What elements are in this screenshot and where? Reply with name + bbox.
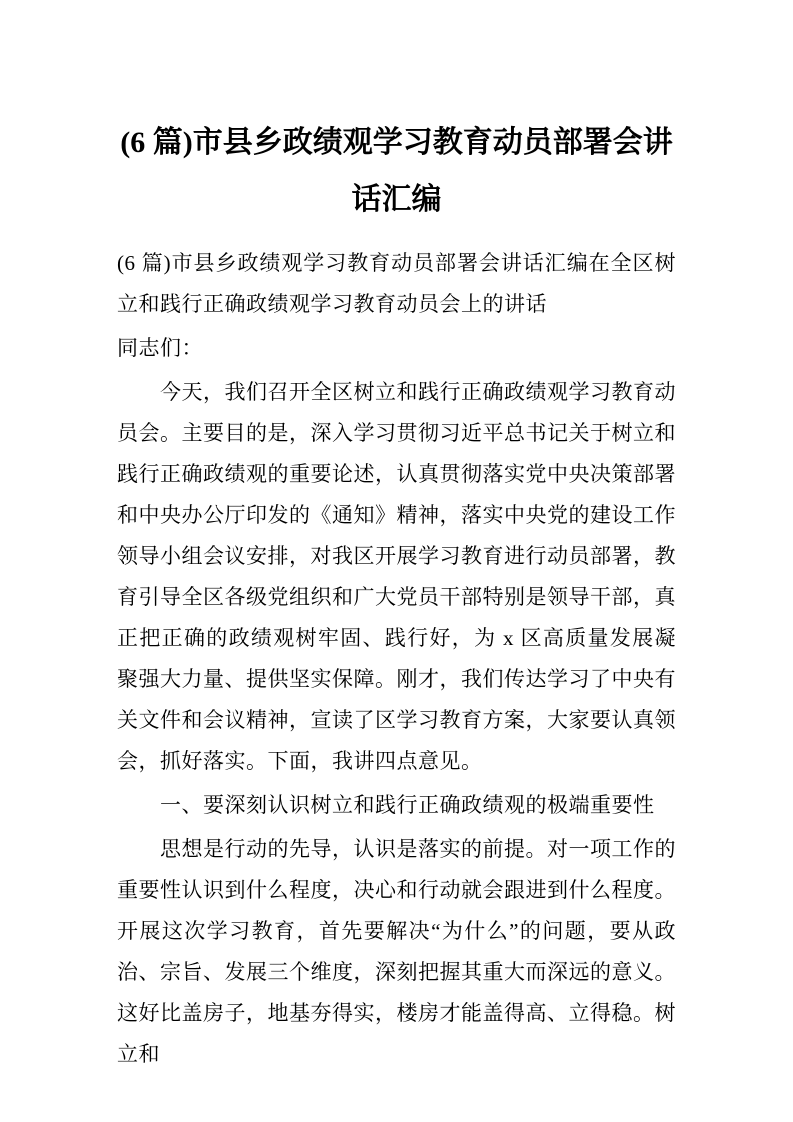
- document-title: (6 篇)市县乡政绩观学习教育动员部署会讲话汇编: [120, 126, 673, 216]
- salutation-paragraph: 同志们：: [117, 336, 203, 360]
- body-paragraph-2: 思想是行动的先导，认识是落实的前提。对一项工作的重要性认识到什么程度，决心和行动就会跟进到什么程度。开展这次学习教育，首先要解决“为什么”的问题，要从政治、宗旨、发展三个维度，深刻把握其重大而深远的意义。这好比盖房子，地基夯得实，楼房才能盖得高、立得稳。树立和: [117, 837, 676, 1066]
- section-heading-1: 一、要深刻认识树立和践行正确政绩观的极端重要性: [160, 793, 655, 817]
- subtitle-paragraph: (6 篇)市县乡政绩观学习教育动员部署会讲话汇编在全区树立和践行正确政绩观学习教育动员会上的讲话: [117, 251, 676, 316]
- body-paragraph-1: 今天，我们召开全区树立和践行正确政绩观学习教育动员会。主要目的是，深入学习贯彻习近平总书记关于树立和践行正确政绩观的重要论述，认真贯彻落实党中央决策部署和中央办公厅印发的《通知》精神，落实中央党的建设工作领导小组会议安排，对我区开展学习教育进行动员部署，教育引导全区各级党组织和广大党员干部特别是领导干部，真正把正确的政绩观树牢固、践行好，为 x 区高质量发展凝聚强大力量、提供坚实保障。刚才，我们传达学习了中央有关文件和会议精神，宣读了区学习教育方案，大家要认真领会，抓好落实。下面，我讲四点意见。: [117, 380, 676, 773]
